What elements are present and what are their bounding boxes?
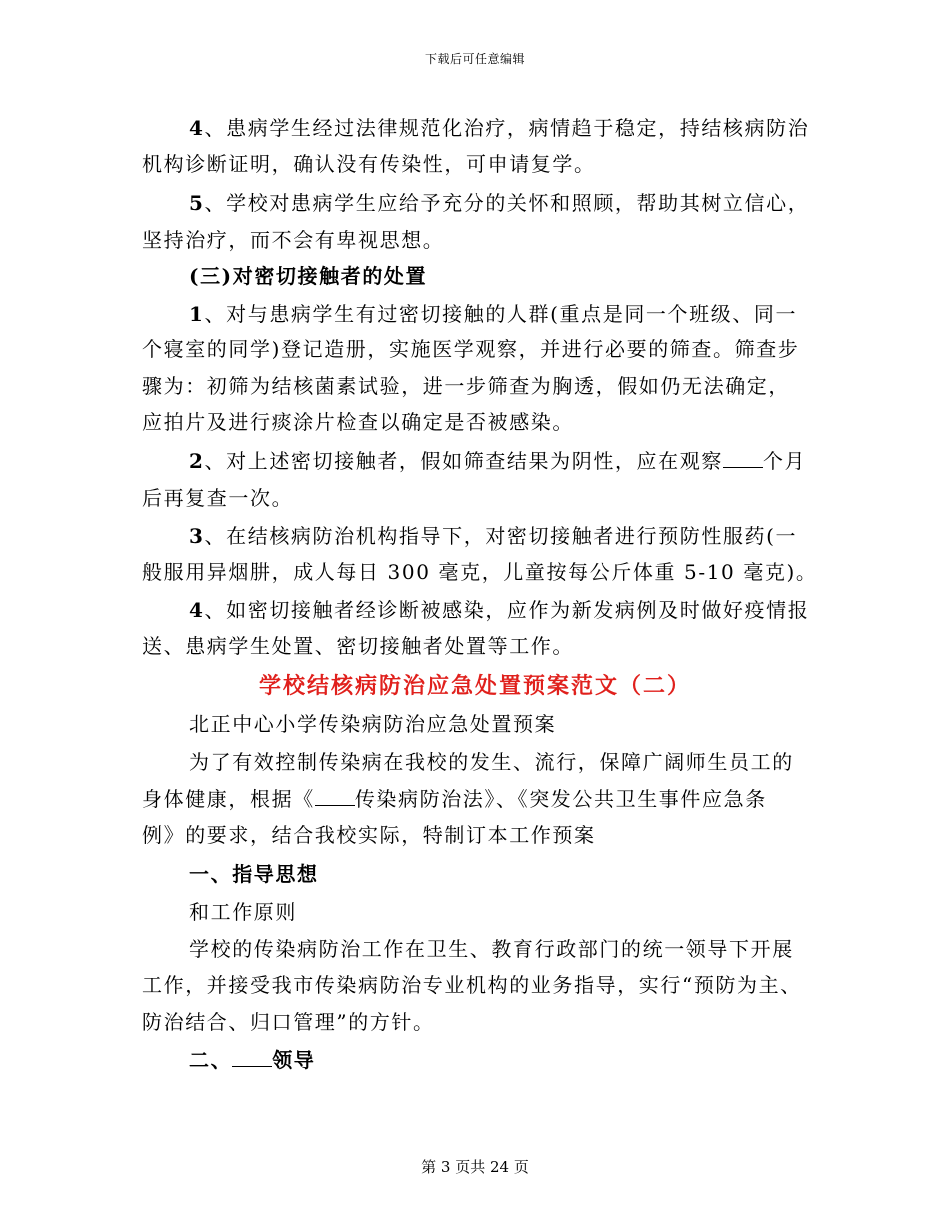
document-name: 北正中心小学传染病防治应急处置预案 <box>189 712 557 736</box>
item-number: 5 <box>189 191 205 215</box>
paragraph-line <box>189 598 859 622</box>
item-number: 1 <box>189 302 205 326</box>
item-number: 2 <box>189 449 205 473</box>
paragraph-line <box>189 302 859 326</box>
item-number: 4 <box>189 116 205 140</box>
paragraph-line: 工作，并接受我市传染病防治专业机构的业务指导，实行“预防为主、 <box>142 973 802 997</box>
paragraph-line: 机构诊断证明，确认没有传染性，可申请复学。 <box>142 152 596 176</box>
paragraph-line: 为了有效控制传染病在我校的发生、流行，保障广阔师生员工的 <box>189 750 794 774</box>
paragraph-line: 坚持治疗，而不会有卑视思想。 <box>142 228 445 252</box>
paragraph-text: 传染病防治法》、《突发公共卫生事件应急条 <box>354 787 767 811</box>
fill-blank <box>315 787 355 806</box>
item-number: 4 <box>189 598 205 622</box>
paragraph-text: 身体健康，根据《 <box>142 787 315 811</box>
fill-blank <box>723 449 763 468</box>
paragraph-text: 、学校对患病学生应给予充分的关怀和照顾，帮助其树立信心， <box>204 191 810 215</box>
paragraph-line: 般服用异烟肼，成人每日 300 毫克，儿童按每公斤体重 5-10 毫克)。 <box>142 560 818 584</box>
paragraph-line <box>189 116 859 140</box>
paragraph-line <box>189 449 859 473</box>
paragraph-line: 和工作原则 <box>189 900 297 924</box>
paragraph-line: 送、患病学生处置、密切接触者处置等工作。 <box>142 634 574 658</box>
section-heading: (三)对密切接触者的处置 <box>189 264 428 288</box>
fill-blank <box>232 1048 272 1067</box>
paragraph-line <box>189 524 859 548</box>
paragraph-line: 应拍片及进行痰涂片检查以确定是否被感染。 <box>142 410 574 434</box>
paragraph-text: 、在结核病防治机构指导下，对密切接触者进行预防性服药(一 <box>204 524 798 548</box>
paragraph-line: 学校的传染病防治工作在卫生、教育行政部门的统一领导下开展 <box>189 937 794 961</box>
paragraph-text: 个月 <box>762 449 807 473</box>
paragraph-text: 、对上述密切接触者，假如筛查结果为阴性，应在观察 <box>204 449 723 473</box>
paragraph-line <box>189 191 859 215</box>
page-header: 下载后可任意编辑 <box>424 52 525 66</box>
paragraph-text: 、对与患病学生有过密切接触的人群(重点是同一个班级、同一 <box>204 302 798 326</box>
paragraph-text: 、患病学生经过法律规范化治疗，病情趋于稳定，持结核病防治 <box>204 116 810 140</box>
item-number: 3 <box>189 524 205 548</box>
section-heading: 一、指导思想 <box>189 862 319 886</box>
page-footer: 第 3 页共 24 页 <box>421 1158 529 1176</box>
heading-text: 二、 <box>189 1048 233 1072</box>
paragraph-line: 例》的要求，结合我校实际，特制订本工作预案 <box>142 823 596 847</box>
paragraph-text: 、如密切接触者经诊断被感染，应作为新发病例及时做好疫情报 <box>204 598 810 622</box>
paragraph-line: 个寝室的同学)登记造册，实施医学观察，并进行必要的筛查。筛查步 <box>142 337 800 361</box>
paragraph-line: 骤为：初筛为结核菌素试验，进一步筛查为胸透，假如仍无法确定， <box>142 374 790 398</box>
paragraph-line: 防治结合、归口管理”的方针。 <box>142 1010 435 1034</box>
paragraph-line: 后再复查一次。 <box>142 486 294 510</box>
section-heading <box>189 1048 859 1072</box>
paragraph-line <box>142 787 812 811</box>
heading-text: 领导 <box>272 1048 316 1072</box>
document-title: 学校结核病防治应急处置预案范文（二） <box>258 673 691 699</box>
